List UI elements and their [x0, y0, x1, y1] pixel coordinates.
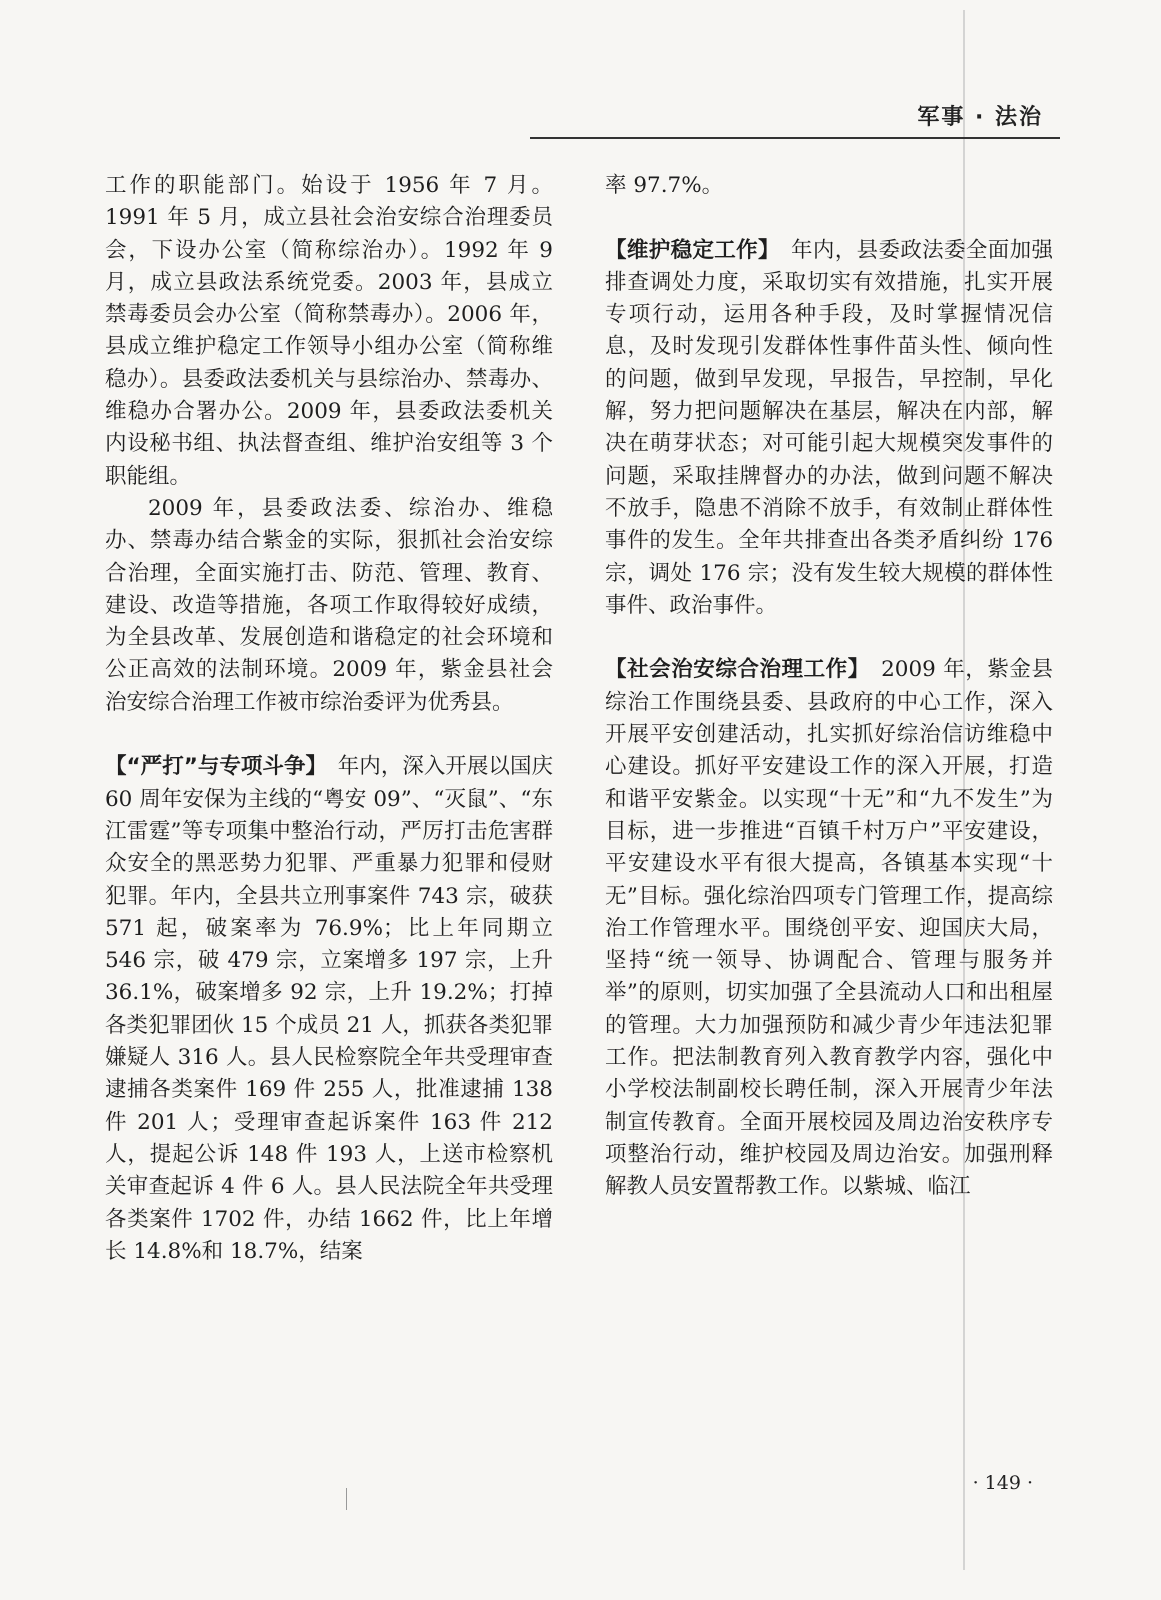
right-column: [605, 170, 1053, 1204]
section-heading: 【“严打”与专项斗争】: [105, 754, 317, 780]
paragraph-summary: 2009 年，县委政法委、综治办、维稳办、禁毒办结合紫金的实际，狠抓社会治安综合治理，全面实施打击、防范、管理、教育、建设、改造等措施，各项工作取得较好成绩，为全县改革、发展创造和谐稳定的社会环境和公正高效的法制环境。2009 年，紫金县社会治安综合治理工作被市综治委评为优秀县。: [105, 495, 553, 715]
section-heading: 【维护稳定工作】: [605, 237, 770, 263]
section-gap: [105, 719, 553, 751]
section-stability: [605, 235, 1053, 623]
section-body: 年内，深入开展以国庆 60 周年安保为主线的“粤安 09”、“灭鼠”、“东江雷霆”等专项集中整治行动，严厉打击危害群众安全的黑恶势力犯罪、严重暴力犯罪和侵财犯罪。年内，全县共立刑事案件 743 宗，破获 571 起，破案率为 76.9%；比上年同期立 546 宗，破 479 宗，立案增多 197 宗，上升 36.1%，破案增多 92 宗，上升 19.2%；打掉各类犯罪团伙 15 个成员 21 人，抓获各类犯罪嫌疑人 316 人。县人民检察院全年共受理审查逮捕各类案件 169 件 255 人，批准逮捕 138 件 201 人；受理审查起诉案件 163 件 212 人，提起公诉 148 件 193 人，上送市检察机关审查起诉 4 件 6 人。县人民法院全年共受理各类案件 1702 件，办结 1662 件，比上年增长 14.8%和 18.7%，结案: [105, 754, 553, 1264]
section-body: 2009 年，紫金县综治工作围绕县委、县政府的中心工作，深入开展平安创建活动，扎实抓好综治信访维稳中心建设。抓好平安建设工作的深入开展，打造和谐平安紫金。以实现“十无”和“九不发生”为目标，进一步推进“百镇千村万户”平安建设，平安建设水平有很大提高，各镇基本实现“十无”目标。强化综治四项专门管理工作，提高综治工作管理水平。围绕创平安、迎国庆大局，坚持“统一领导、协调配合、管理与服务并举”的原则，切实加强了全县流动人口和出租屋的管理。大力加强预防和减少青少年违法犯罪工作。把法制教育列入教育教学内容，强化中小学校法制副校长聘任制，深入开展青少年法制宣传教育。全面开展校园及周边治安秩序专项整治行动，维护校园及周边治安。加强刑释解教人员安置帮教工作。以紫城、临江: [605, 657, 1053, 1200]
header-rule: [530, 137, 1060, 139]
section-gap: [605, 202, 1053, 234]
section-header-title: 军事 · 法治: [917, 105, 1043, 130]
scan-mark: [346, 1488, 347, 1510]
left-column: [105, 170, 553, 1268]
paragraph-continuation: 率 97.7%。: [605, 173, 724, 198]
section-strike-hard: [105, 751, 553, 1268]
section-body: 年内，县委政法委全面加强排查调处力度，采取切实有效措施，扎实开展专项行动，运用各种手段，及时掌握情况信息，及时发现引发群体性事件苗头性、倾向性的问题，做到早发现，早报告，早控制，早化解，努力把问题解决在基层，解决在内部，解决在萌芽状态；对可能引起大规模突发事件的问题，采取挂牌督办的办法，做到问题不解决不放手，隐患不消除不放手，有效制止群体性事件的发生。全年共排查出各类矛盾纠纷 176 宗，调处 176 宗；没有发生较大规模的群体性事件、政治事件。: [605, 237, 1053, 618]
page-number: · 149 ·: [972, 1472, 1033, 1494]
paragraph-intro: 工作的职能部门。始设于 1956 年 7 月。1991 年 5 月，成立县社会治安综合治理委员会，下设办公室（简称综治办）。1992 年 9 月，成立县政法系统党委。2003 年，县成立禁毒委员会办公室（简称禁毒办）。2006 年，县成立维护稳定工作领导小组办公室（简称维稳办）。县委政法委机关与县综治办、禁毒办、维稳办合署办公。2009 年，县委政法委机关内设秘书组、执法督查组、维护治安组等 3 个职能组。: [105, 173, 553, 489]
section-heading: 【社会治安综合治理工作】: [605, 657, 860, 683]
section-gap: [605, 622, 1053, 654]
section-public-security: [605, 654, 1053, 1203]
